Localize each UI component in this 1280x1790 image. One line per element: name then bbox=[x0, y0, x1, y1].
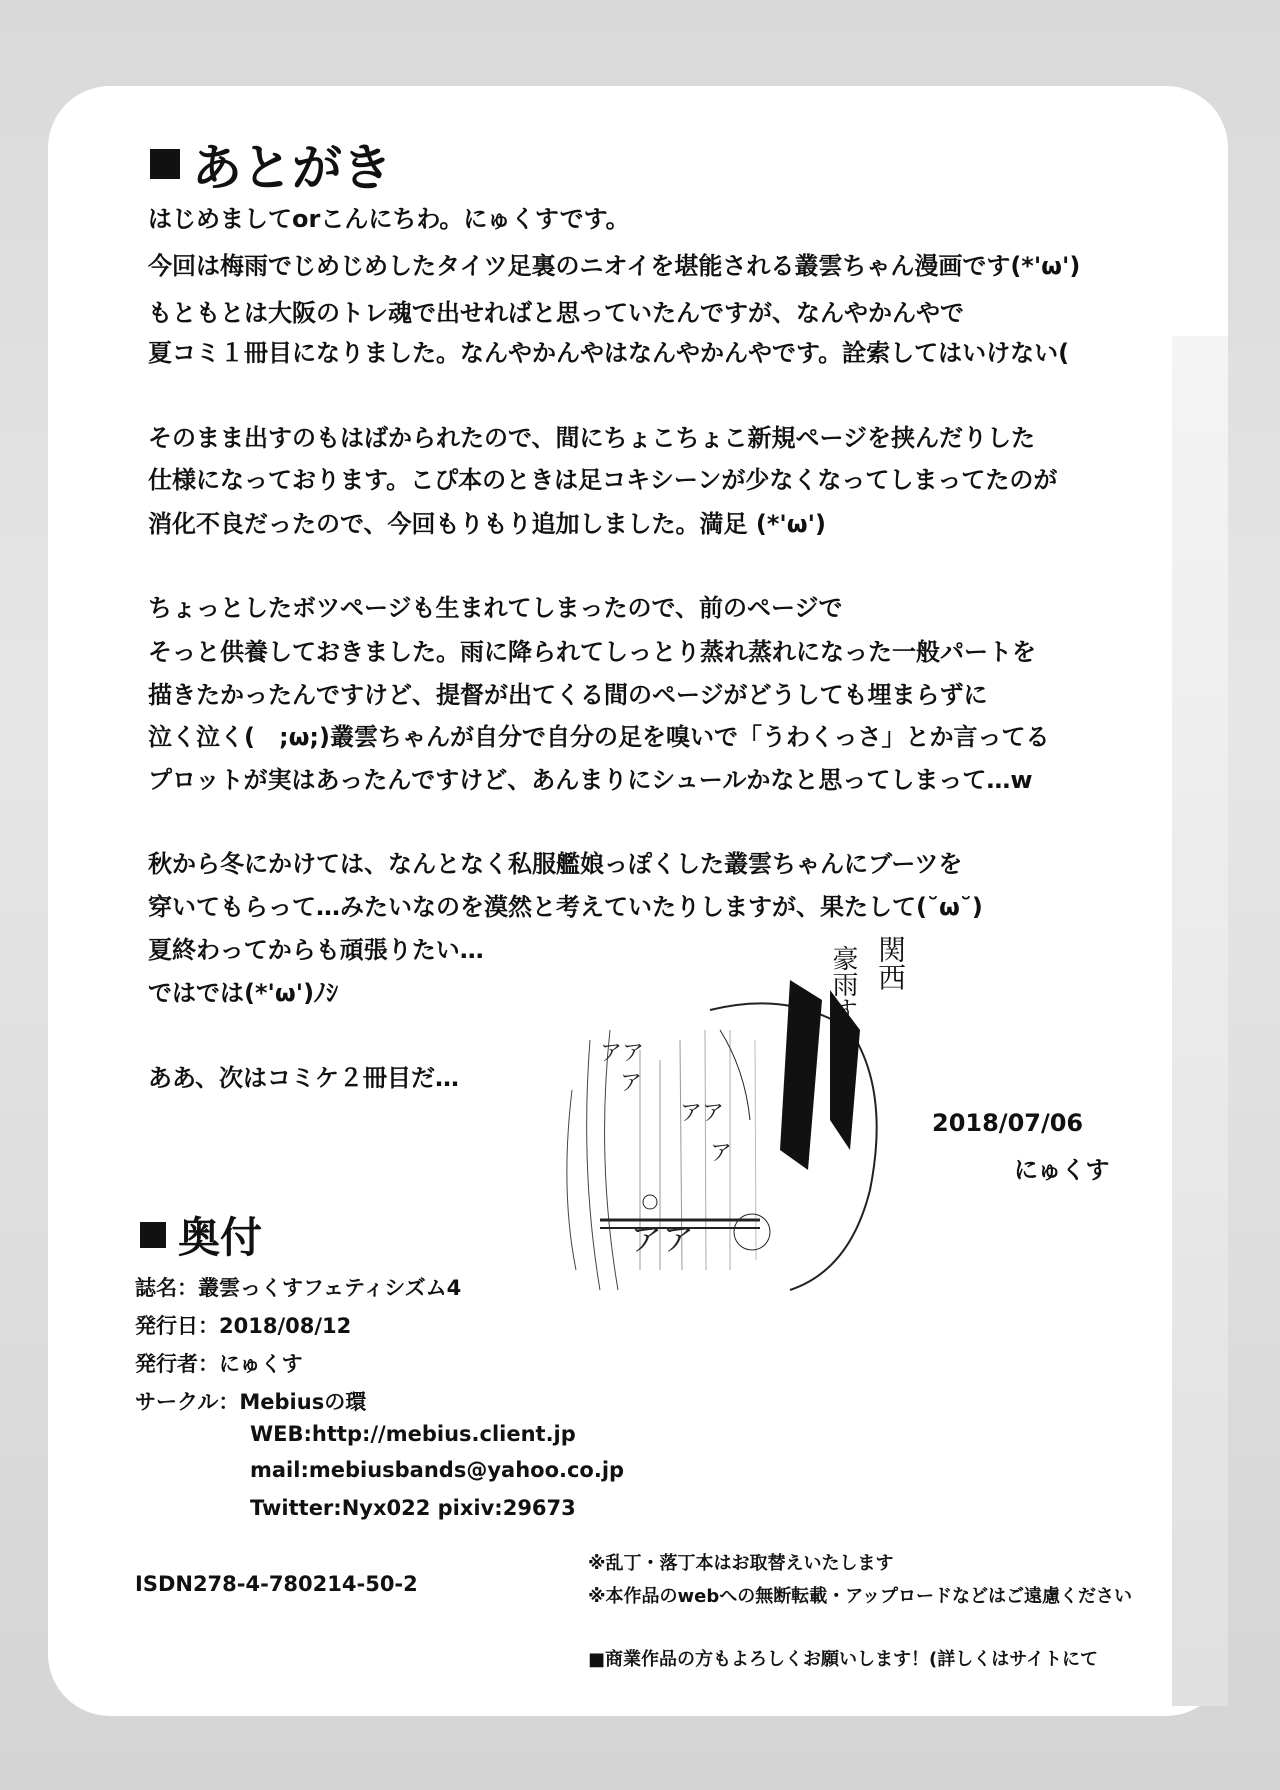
rainy-window-illustration bbox=[530, 970, 950, 1300]
afterword-line: ではでは(*'ω')ﾉｼ bbox=[148, 979, 339, 1007]
notice-line: ※乱丁・落丁本はお取替えいたします bbox=[588, 1553, 894, 1574]
afterword-line: 泣く泣く( ;ω;)叢雲ちゃんが自分で自分の足を嗅いで「うわくっさ」とか言ってる bbox=[148, 723, 1050, 751]
square-bullet-icon bbox=[140, 1222, 166, 1248]
afterword-line: はじめましてorこんにちわ。にゅくすです。 bbox=[148, 205, 630, 233]
afterword-line: 消化不良だったので、今回もりもり追加しました。満足 (*'ω') bbox=[148, 510, 826, 538]
vertical-caption: 豪雨すぎる… bbox=[828, 945, 858, 1101]
afterword-line: 仕様になっております。こぴ本のときは足コキシーンが少なくなってしまってたのが bbox=[148, 466, 1058, 494]
afterword-line: そのまま出すのもはばかられたので、間にちょこちょこ新規ページを挟んだりした bbox=[148, 424, 1036, 452]
colophon-title: 誌名：叢雲っくすフェティシズム4 bbox=[135, 1276, 462, 1300]
afterword-line: 穿いてもらって…みたいなのを漠然と考えていたりしますが、果たして(˘ω˘) bbox=[148, 893, 983, 921]
afterword-line: ああ、次はコミケ２冊目だ… bbox=[148, 1064, 460, 1092]
afterword-line: 夏コミ１冊目になりました。なんやかんやはなんやかんやです。詮索してはいけない( bbox=[148, 339, 1070, 367]
sfx-text: ア bbox=[710, 1141, 733, 1166]
sfx-text: ア bbox=[620, 1071, 643, 1096]
vertical-caption: 関西 bbox=[874, 935, 907, 991]
afterword-heading-text: あとがき bbox=[192, 139, 392, 197]
sfx-text: アア bbox=[680, 1101, 725, 1126]
afterword-date: 2018/07/06 bbox=[932, 1109, 1084, 1137]
afterword-line: ちょっとしたボツページも生まれてしまったので、前のページで bbox=[148, 594, 843, 622]
colophon-social: Twitter:Nyx022 pixiv:29673 bbox=[250, 1496, 576, 1520]
colophon-heading bbox=[140, 1205, 262, 1265]
afterword-line: もともとは大阪のトレ魂で出せればと思っていたんですが、なんやかんやで bbox=[148, 299, 964, 327]
notice-line: ※本作品のwebへの無断転載・アップロードなどはご遠慮ください bbox=[588, 1586, 1132, 1607]
colophon-issue-date: 発行日：2018/08/12 bbox=[135, 1314, 352, 1338]
colophon-publisher: 発行者：にゅくす bbox=[135, 1352, 303, 1376]
sfx-text: アア bbox=[630, 1220, 695, 1258]
colophon-isdn: ISDN278-4-780214-50-2 bbox=[135, 1572, 418, 1596]
colophon-web: WEB:http://mebius.client.jp bbox=[250, 1422, 576, 1446]
afterword-line: 今回は梅雨でじめじめしたタイツ足裏のニオイを堪能される叢雲ちゃん漫画です(*'ω') bbox=[148, 252, 1081, 280]
afterword-line: プロットが実はあったんですけど、あんまりにシュールかなと思ってしまって…w bbox=[148, 766, 1033, 794]
colophon-heading-text: 奥付 bbox=[178, 1213, 263, 1262]
afterword-line: 秋から冬にかけては、なんとなく私服艦娘っぽくした叢雲ちゃんにブーツを bbox=[148, 850, 963, 878]
colophon-circle: サークル：Mebiusの環 bbox=[135, 1390, 367, 1414]
afterword-line: 夏終わってからも頑張りたい… bbox=[148, 936, 484, 964]
notice-line: ■商業作品の方もよろしくお願いします！(詳しくはサイトにて bbox=[588, 1649, 1098, 1670]
afterword-heading bbox=[150, 128, 392, 200]
page-edge-strip bbox=[1172, 336, 1228, 1706]
afterword-author: にゅくす bbox=[1014, 1156, 1110, 1184]
afterword-line: そっと供養しておきました。雨に降られてしっとり蒸れ蒸れになった一般パートを bbox=[148, 638, 1036, 666]
sfx-text: アア bbox=[600, 1041, 645, 1066]
square-bullet-icon bbox=[150, 149, 180, 179]
colophon-mail: mail:mebiusbands@yahoo.co.jp bbox=[250, 1458, 625, 1482]
afterword-line: 描きたかったんですけど、提督が出てくる間のページがどうしても埋まらずに bbox=[148, 681, 988, 709]
